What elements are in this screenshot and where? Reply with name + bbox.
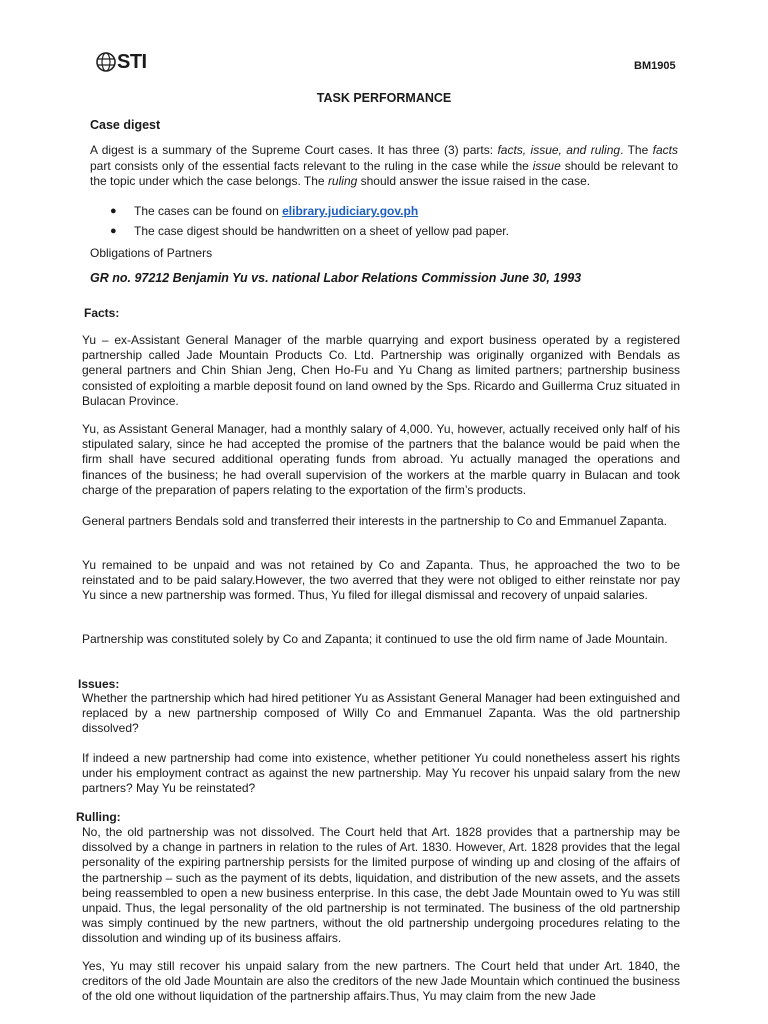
list-item: ● The cases can be found on elibrary.judiciary.gov.ph	[110, 203, 509, 223]
facts-paragraph: Partnership was constituted solely by Co and Zapanta; it continued to use the old firm name of Jade Mountain.	[82, 632, 668, 646]
logo-text: STI	[117, 51, 147, 73]
case-title: GR no. 97212 Benjamin Yu vs. national Labor Relations Commission June 30, 1993	[90, 271, 582, 285]
elibrary-link[interactable]: elibrary.judiciary.gov.ph	[282, 204, 419, 218]
issues-paragraph: If indeed a new partnership had come into existence, whether petitioner Yu could nonetheless assert his rights under his employment contract as against the new partnership. May Yu recover his unpaid salary from the new partners? May Yu be reinstated?	[82, 751, 680, 796]
facts-heading: Facts:	[84, 306, 120, 320]
bullet-icon: ●	[110, 225, 117, 237]
facts-paragraph: General partners Bendals sold and transferred their interests in the partnership to Co and Emmanuel Zapanta.	[82, 514, 667, 528]
facts-paragraph: Yu remained to be unpaid and was not retained by Co and Zapanta. Thus, he approached the two to be reinstated and to be paid salary.However, the two averred that they were not obliged to either reinstate nor pay Yu since a new partnership was formed. Thus, Yu filed for illegal dismissal and recovery of unpaid salaries.	[82, 558, 680, 603]
page-title: TASK PERFORMANCE	[316, 91, 452, 105]
bullet-icon: ●	[110, 205, 117, 217]
instruction-list	[110, 203, 509, 243]
document-code: BM1905	[634, 60, 676, 72]
issues-paragraph: Whether the partnership which had hired petitioner Yu as Assistant General Manager had been extinguished and replaced by a new partnership composed of Willy Co and Emmanuel Zapanta. Was the old partnership dissolved?	[82, 691, 680, 736]
topic-label: Obligations of Partners	[90, 246, 213, 260]
intro-paragraph: A digest is a summary of the Supreme Court cases. It has three (3) parts: facts, issue, and ruling. The facts part consists only of the essential facts relevant to the ruling in the case while the issue should be relevant to the topic under which the case belongs. The ruling should answer the issue raised in the case.	[90, 143, 678, 189]
facts-paragraph: Yu – ex-Assistant General Manager of the marble quarrying and export business operated by a registered partnership called Jade Mountain Products Co. Ltd. Partnership was originally organized with Bendals as general partners and Chin Shian Jeng, Chen Ho-Fu and Yu Chang as limited partners; partnership business consisted of exploiting a marble deposit found on land owned by the Sps. Ricardo and Guillerma Cruz situated in Bulacan Province.	[82, 333, 680, 408]
ruling-paragraph: Yes, Yu may still recover his unpaid salary from the new partners. The Court held that under Art. 1840, the creditors of the old Jade Mountain are also the creditors of the new Jade Mountain which continued the business of the old one without liquidation of the partnership affairs.Thus, Yu may claim from the new Jade	[82, 959, 680, 1004]
list-item: ● The case digest should be handwritten on a sheet of yellow pad paper.	[110, 223, 509, 243]
sti-logo	[96, 52, 147, 72]
facts-paragraph: Yu, as Assistant General Manager, had a monthly salary of 4,000. Yu, however, actually received only half of his stipulated salary, since he had accepted the promise of the partners that the balance would be paid when the firm shall have secured additional operating funds from abroad. Yu actually managed the operations and finances of the business; he had overall supervision of the workers at the marble quarry in Bulacan and took charge of the preparation of papers relating to the exportation of the firm’s products.	[82, 422, 680, 497]
globe-logo-icon	[96, 52, 116, 72]
section-subtitle: Case digest	[90, 118, 161, 132]
ruling-heading: Rulling:	[76, 810, 121, 824]
issues-heading: Issues:	[78, 677, 120, 691]
ruling-paragraph: No, the old partnership was not dissolved. The Court held that Art. 1828 provides that a partnership may be dissolved by a change in partners in relation to the rules of Art. 1830. However, Art. 1828 provides that the legal personality of the expiring partnership persists for the limited purpose of winding up and closing of the affairs of the partnership – such as the payment of its debts, liquidation, and distribution of the new assets, and the assets being reassembled to open a new business enterprise. In this case, the debt Jade Mountain owed to Yu was still unpaid. Thus, the legal personality of the old partnership is not terminated. The business of the old partnership was simply continued by the new partners, without the old partnership undergoing procedures relating to the dissolution and winding up of its business affairs.	[82, 825, 680, 946]
